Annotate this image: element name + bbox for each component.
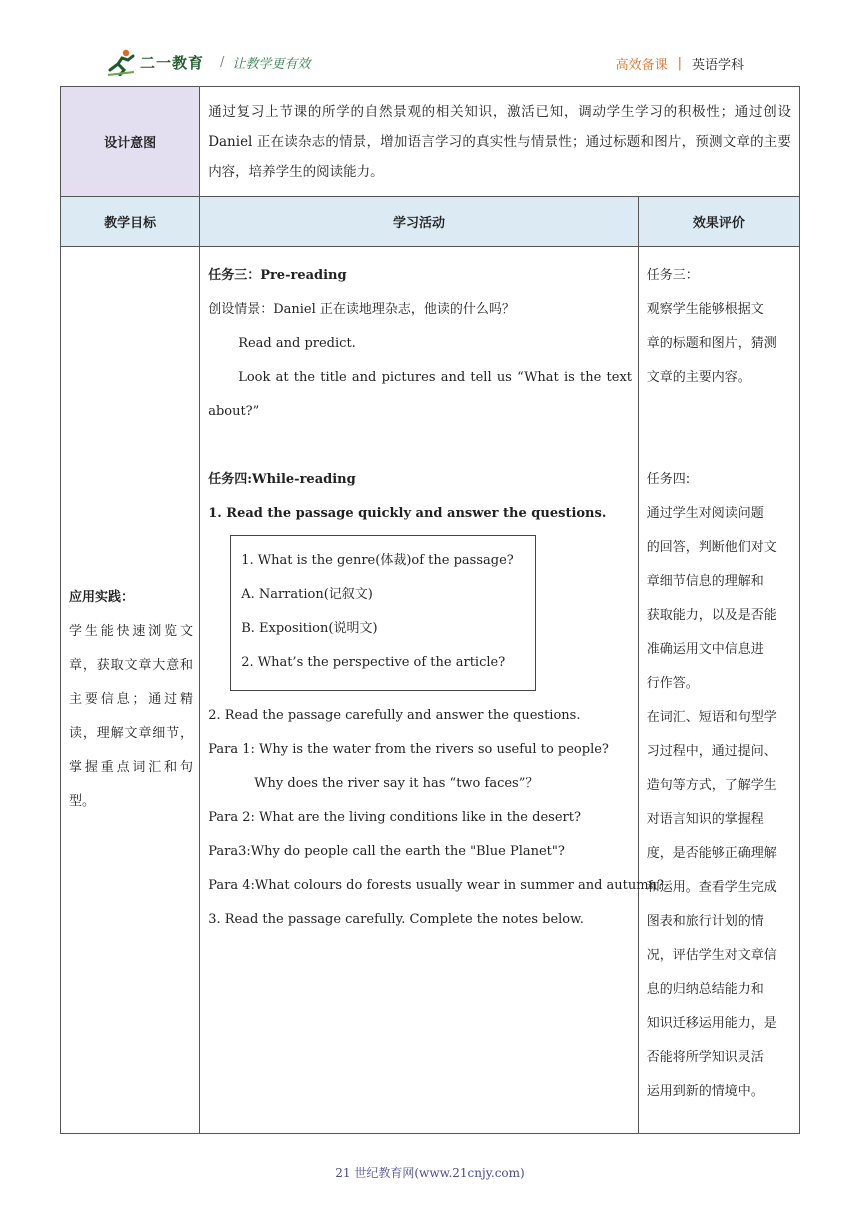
eval-line: 在词汇、短语和句型学 [646,710,777,725]
box-line: B. Exposition(说明文) [241,621,378,636]
evaluation-cell [638,247,799,1134]
eval-line: 对语言知识的掌握程 [646,812,764,827]
spacer [647,395,795,429]
eval-line: 知识迁移运用能力，是 [646,1016,777,1031]
box-line: A. Narration(记叙文) [241,587,373,602]
q2-heading: 2. Read the passage carefully and answer the questions. [208,708,581,723]
look-word: text [606,370,633,385]
para1-question-a: Para 1: Why is the water from the rivers so useful to people? [208,742,609,757]
q3-heading: 3. Read the passage carefully. Complete the notes below. [208,912,584,927]
eval-line: 否能将所学知识灵活 [646,1050,764,1065]
eval-line: 章细节信息的理解和 [646,574,764,589]
content-row [61,247,800,1134]
task3-predict: Read and predict. [238,336,356,351]
goal-cell [61,247,200,1134]
look-word: and [440,370,466,385]
look-word: the [293,370,316,385]
eval-line: 运用到新的情境中。 [646,1084,764,1099]
task4-title: 任务四:While-reading [208,472,356,487]
header-category: 高效备课 [615,58,668,73]
intent-row [61,87,800,197]
eval-line: 造句等方式，了解学生 [646,778,777,793]
page-header [0,0,860,86]
runner-logo-icon [106,48,136,76]
eval-line: 况，评估学生对文章信 [646,948,777,963]
look-word: Look [238,370,271,385]
task3-look-line [208,361,632,395]
q1-heading: 1. Read the passage quickly and answer the questions. [208,506,607,521]
look-word: tell [470,370,492,385]
genre-question-box [230,535,536,691]
look-word: at [275,370,289,385]
eval-line: 度，是否能够正确理解 [646,846,777,861]
goal-title: 应用实践： [69,590,135,605]
eval-line: 文章的主要内容。 [646,370,751,385]
intent-text-cell [200,87,800,197]
eval-task3-label: 任务三： [646,268,699,283]
eval-line: 习过程中，通过提问、 [646,744,777,759]
header-activity: 学习活动 [200,197,639,247]
activity-content [208,259,664,937]
lesson-plan-table [60,86,800,1134]
eval-task4-lines [647,497,795,1109]
task3-about: about?” [208,404,260,419]
goal-text: 学生能快速浏览文章，获取文章大意和主要信息；通过精读，理解文章细节，掌握重点词汇和句型。 [69,624,193,809]
eval-line: 行作答。 [646,676,699,691]
look-word: title [320,370,347,385]
eval-line: 通过学生对阅读问题 [646,506,764,521]
eval-line: 章的标题和图片，猜测 [646,336,777,351]
eval-line: 获取能力，以及是否能 [646,608,777,623]
evaluation-content [647,259,795,1109]
activity-cell [200,247,664,1134]
slogan: 让教学更有效 [232,56,311,72]
para3-question: Para3:Why do people call the earth the "Blue Planet"? [208,844,565,859]
header-evaluation: 效果评价 [638,197,799,247]
eval-line: 息的归纳总结能力和 [646,982,764,997]
look-word: the [580,370,602,385]
eval-line: 准确运用文中信息进 [646,642,764,657]
page-footer: 21 世纪教育网(www.21cnjy.com) [335,1166,525,1180]
box-line: 1. What is the genre(体裁)of the passage? [241,553,514,568]
column-header-row [61,197,800,247]
header-goal: 教学目标 [61,197,200,247]
logo-text: 二一教育 [140,53,205,72]
eval-line: 观察学生能够根据文 [646,302,764,317]
box-line: 2. What’s the perspective of the article? [241,655,506,670]
spacer [647,429,795,463]
header-subject-name: 英语学科 [691,58,744,73]
look-word: “What [517,370,559,385]
slogan-separator: / [220,54,225,70]
look-word: pictures [381,370,436,385]
task3-title: 任务三：Pre-reading [208,268,347,283]
spacer [208,429,632,463]
intent-text: 通过复习上节课的所学的自然景观的相关知识，激活已知，调动学生学习的积极性；通过创设 Daniel 正在读杂志的情景，增加语言学习的真实性与情景性；通过标题和图片，预测文章的主要内容，培养学生的阅读能力。 [208,104,791,180]
look-word: us [496,370,512,385]
goal-content [69,581,193,819]
header-divider: | [677,56,682,71]
para2-question: Para 2: What are the living conditions like in the desert? [208,810,581,825]
intent-label: 设计意图 [104,136,157,151]
para1-question-b: Why does the river say it has “two faces”？ [254,776,539,791]
task3-scene: 创设情景：Daniel 正在读地理杂志，他读的什么吗？ [208,302,515,317]
look-word: and [351,370,377,385]
look-word: is [563,370,575,385]
eval-line: 和运用。查看学生完成 [646,880,777,895]
header-subject [616,54,744,73]
eval-task4-label: 任务四: [646,472,691,487]
intent-label-cell [61,87,200,197]
para4-question: Para 4:What colours do forests usually wear in summer and autumn? [208,878,664,893]
eval-line: 图表和旅行计划的情 [646,914,764,929]
eval-line: 的回答，判断他们对文 [646,540,777,555]
brand-logo[interactable] [106,48,310,76]
